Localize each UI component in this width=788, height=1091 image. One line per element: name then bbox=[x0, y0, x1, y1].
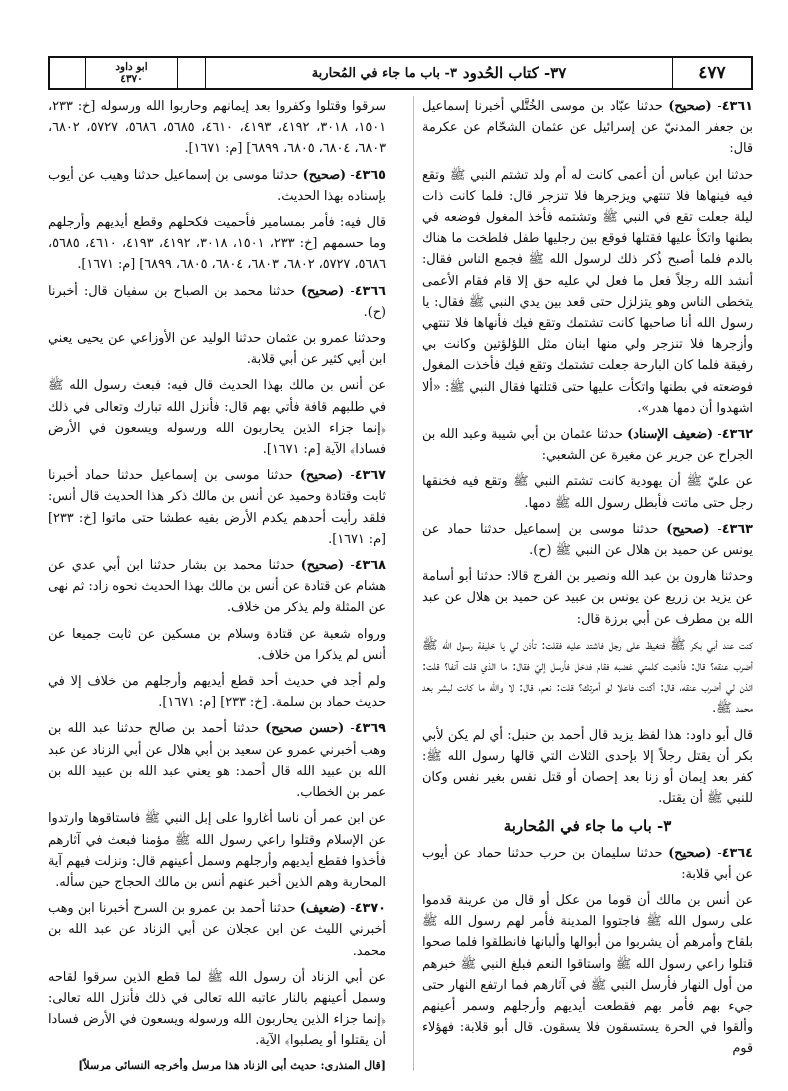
right-column-hadith-list-2 bbox=[422, 843, 753, 1060]
hadith-text: وحدثنا عمرو بن عثمان حدثنا الوليد عن الأوزاعي عن يحيى يعني ابن أبي كثير عن أبي قلابة. bbox=[48, 331, 386, 368]
hadith-grade: (صحيح) bbox=[299, 468, 344, 484]
hadith-grade: (صحيح) bbox=[668, 99, 712, 114]
hadith-paragraph: ٤٣٦٥- (صحيح) حدثنا موسى بن إسماعيل حدثنا وهيب عن أيوب بإسناده بهذا الحديث. bbox=[48, 167, 386, 204]
hadith-paragraph bbox=[422, 890, 753, 1060]
hadith-text: ورواه شعبة عن قتادة وسلام بن مسكين عن ثابت جميعا عن أنس لم يذكرا من خلاف. bbox=[48, 626, 386, 663]
citation-book: ابو داود bbox=[115, 61, 148, 73]
right-column-hadith-list bbox=[422, 96, 753, 810]
hadith-paragraph: ٤٣٦٣- (صحيح) حدثنا موسى بن إسماعيل حدثنا حماد عن يونس عن حميد بن هلال عن النبي ﷺ (ح). bbox=[422, 521, 753, 559]
hadith-paragraph bbox=[48, 96, 386, 160]
book-title: ٣٧- كتاب الحُدود bbox=[462, 64, 567, 82]
hadith-text: حدثنا موسى بن إسماعيل حدثنا وهيب عن أيوب بإسناده بهذا الحديث. bbox=[48, 167, 386, 204]
hadith-paragraph bbox=[422, 635, 753, 720]
hadith-text: عن ابن عمر أن ناسا أغاروا على إبل النبي ﷺ فاستاقوها وارتدوا عن الإسلام وقتلوا راعي رسول الله ﷺ مؤمنا فبعث في آثارهم فأخذوا فقطع أيديهم وأرجلهم وسمل أعينهم قال: ونزلت فيهم آية المحاربة وهم الذين أخبر عنهم أنس بن مالك الحجاج حين سأله. bbox=[48, 811, 386, 890]
hadith-paragraph bbox=[422, 725, 753, 810]
hadith-text: وحدثنا هارون بن عبد الله ونصير بن الفرج قالا: حدثنا أبو أسامة عن يزيد بن زريع عن يونس بن عبيد عن حميد بن هلال عن عبد الله بن مطرف عن أبي برزة قال: bbox=[422, 569, 753, 627]
hadith-text: حدثنا موسى بن إسماعيل حدثنا حماد عن يونس عن حميد بن هلال عن النبي ﷺ (ح). bbox=[422, 521, 753, 559]
right-column bbox=[413, 96, 753, 1071]
hadith-grade: (حسن صحيح) bbox=[265, 721, 345, 737]
hadith-paragraph bbox=[422, 471, 753, 513]
header-blank-cell bbox=[50, 58, 86, 88]
header-title bbox=[206, 58, 673, 88]
hadith-number: ٤٣٦١ bbox=[721, 99, 753, 114]
hadith-number: ٤٣٦٦ bbox=[354, 283, 386, 299]
page-number: ٤٧٧ bbox=[698, 63, 726, 83]
hadith-text: قال أبو داود: هذا لفظ يزيد قال أحمد بن حنبل: أي لم يكن لأبي بكر أن يقتل رجلاً إلا بإحدى الثلاث التي قالها رسول الله ﷺ: كفر بعد إيمان أو زنا بعد إحصان أو قتل نفس بغير نفس وكان للنبي ﷺ أن يقتل. bbox=[422, 727, 753, 807]
hadith-paragraph: ٤٣٦٧- (صحيح) حدثنا موسى بن إسماعيل حدثنا حماد أخبرنا ثابت وقتادة وحميد عن أنس بن مالك ذكر هذا الحديث قال أنس: فلقد رأيت أحدهم يكدم الأرض بفيه عطشا حتى ماتوا [خ: ٢٣٣] [م: ١٦٧١]. bbox=[48, 468, 386, 547]
hadith-number: ٤٣٦٣ bbox=[721, 521, 753, 537]
hadith-paragraph bbox=[48, 671, 386, 713]
hadith-text: حدثنا عثمان بن أبي شيبة وعبد الله بن الجراح عن جرير عن مغيرة عن الشعبي: bbox=[422, 427, 753, 464]
hadith-paragraph: ٤٣٦٨- (صحيح) حدثنا محمد بن بشار حدثنا ابن أبي عدي عن هشام عن قتادة عن أنس بن مالك بهذا الحديث نحوه زاد: ثم نهى عن المثلة ولم يذكر من خلاف. bbox=[48, 558, 386, 616]
hadith-number: ٤٣٦٥ bbox=[354, 167, 386, 183]
hadith-paragraph: ٤٣٧٠- (ضعيف) حدثنا أحمد بن عمرو بن السرح أخبرنا ابن وهب أخبرني الليث عن ابن عجلان عن أبي الزناد عن عبد الله بن محمد. bbox=[48, 901, 386, 959]
hadith-paragraph: ٤٣٦٢- (ضعيف الإسناد) حدثنا عثمان بن أبي شيبة وعبد الله بن الجراح عن جرير عن مغيرة عن الشعبي: bbox=[422, 427, 753, 464]
hadith-text: عن عليّ ﷺ أن يهودية كانت تشتم النبي ﷺ وتقع فيه فخنقها رجل حتى ماتت فأبطل رسول الله ﷺ دمها. bbox=[422, 474, 753, 511]
hadith-paragraph bbox=[48, 328, 386, 370]
chapter-title: ٣- باب ما جاء في المُحاربة bbox=[311, 65, 457, 81]
hadith-grade: (صحيح) bbox=[668, 845, 712, 861]
hadith-text: حدثنا أحمد بن صالح حدثنا عبد الله بن وهب أخبرني عمرو عن سعيد بن أبي هلال عن أبي الزناد عن عبد الله بن عبيد الله قال أحمد: هو يعني عبد الله بن عبيد الله بن عمر بن الخطاب. bbox=[48, 721, 386, 801]
header-spacer-cell bbox=[178, 58, 206, 88]
citation-number: ٤٣٧٠ bbox=[120, 73, 143, 85]
hadith-text: ولم أجد في حديث أحد قطع أيديهم وأرجلهم من خلاف إلا في حديث حماد بن سلمة. [خ: ٢٣٣] [م: ١٦٧١]. bbox=[48, 674, 386, 711]
left-column-hadith-list bbox=[48, 96, 386, 1052]
hadith-grade: (صحيح) bbox=[302, 167, 346, 183]
hadith-text: سرقوا وقتلوا وكفروا بعد إيمانهم وحاربوا الله ورسوله [خ: ٢٣٣، ١٥٠١، ٣٠١٨، ٤١٩٢، ٤١٩٣، ٤٦١٠، ٥٦٨٥، ٥٦٨٦، ٥٧٢٧، ٦٨٠٢، ٦٨٠٣، ٦٨٠٤، ٦٨٠٥، ٦٨٩٩] [م: ١٦٧١]. bbox=[48, 99, 387, 157]
hadith-text: حدثنا أحمد بن عمرو بن السرح أخبرنا ابن وهب أخبرني الليث عن ابن عجلان عن أبي الزناد عن عبد الله بن محمد. bbox=[48, 901, 386, 959]
left-column bbox=[48, 96, 388, 1071]
hadith-number: ٤٣٦٩ bbox=[354, 721, 386, 737]
hadith-number: ٤٣٧٠ bbox=[354, 901, 386, 917]
hadith-text: عن أنس بن مالك أن قوما من عكل أو قال من عرينة قدموا على رسول الله ﷺ فاجتووا المدينة فأمر لهم رسول الله ﷺ بلقاح وأمرهم أن يشربوا من أبوالها وألبانها فانطلقوا فلما صحوا قتلوا راعي رسول الله ﷺ واستاقوا النعم فبلغ النبي ﷺ خبرهم من أول النهار فأرسل النبي ﷺ في آثارهم فما ارتفع النهار حتى جيء بهم فأمر بهم فقطعت أيديهم وأرجلهم وسمر أعينهم وألقوا في الحرة يستسقون فلا يسقون. قال أبو قلابة: فهؤلاء قوم bbox=[422, 892, 753, 1057]
hadith-text: حدثنا ابن عباس أن أعمى كانت له أم ولد تشتم النبي ﷺ وتقع فيه فينهاها فلا تنتهي ويزجرها فلا تنزجر قال: فلما كانت ذات ليلة جعلت تقع في النبي ﷺ وتشتمه فأخذ المغول فوضعه في بطنها واتكأ عليها فقتلها فوقع بين رجليها طفل فلطخت ما هناك بالدم فلما أصبح ذُكر ذلك لرسول الله ﷺ فجمع الناس فقال: أنشد الله رجلاً فعل ما فعل لي عليه حق إلا قام فقام الأعمى يتخطى الناس وهو يتزلزل حتى قعد بين يدي النبي ﷺ فقال: يا رسول الله أنا صاحبها كانت تشتمك وتقع فيك فأنهاها فلا تنتهي وأزجرها فلا تنزجر ولي منها ابنان مثل اللؤلؤتين وكانت بي رفيقة فلما كان البارحة جعلت تشتمك وتقع فيك فأخذت المغول فوضعته في بطنها واتكأت عليها حتى قتلتها فقال النبي ﷺ: «ألا اشهدوا أن دمها هدر». bbox=[422, 167, 753, 416]
hadith-text: حدثنا محمد بن بشار حدثنا ابن أبي عدي عن هشام عن قتادة عن أنس بن مالك بهذا الحديث نحوه زاد: ثم نهى عن المثلة ولم يذكر من خلاف. bbox=[48, 558, 386, 616]
hadith-grade: (ضعيف) bbox=[299, 901, 347, 917]
hadith-text: عن أبي الزناد أن رسول الله ﷺ لما قطع الذين سرقوا لقاحه وسمل أعينهم بالنار عاتبه الله تعالى في ذلك فأنزل الله تعالى: ﴿إنما جزاء الذين يحاربون الله ورسوله ويسعون في الأرض فسادا أن يقتلوا أو يصلبوا﴾ الآية. bbox=[48, 969, 386, 1049]
hadith-paragraph bbox=[48, 624, 386, 666]
citation-box bbox=[86, 58, 178, 88]
hadith-paragraph bbox=[422, 165, 753, 419]
hadith-paragraph bbox=[48, 212, 386, 276]
page-header bbox=[48, 56, 753, 90]
text-columns bbox=[48, 96, 753, 1071]
chapter-heading: ٣- باب ما جاء في المُحاربة bbox=[503, 816, 672, 835]
hadith-paragraph bbox=[48, 375, 386, 460]
hadith-paragraph: ٤٣٦٤- (صحيح) حدثنا سليمان بن حرب حدثنا حماد عن أيوب عن أبي قلابة: bbox=[422, 845, 753, 882]
hadith-grade: (ضعيف الإسناد) bbox=[627, 427, 714, 443]
hadith-grade: (صحيح) bbox=[300, 558, 345, 574]
hadith-text: حدثنا محمد بن الصباح بن سفيان قال: أخبرنا (ح). bbox=[48, 283, 386, 320]
hadith-paragraph bbox=[422, 566, 753, 630]
hadith-paragraph bbox=[48, 808, 386, 893]
footnote: [قال المنذري: حديث أبي الزناد هذا مرسل وأخرجه النسائي مرسلاً] bbox=[78, 1058, 386, 1071]
hadith-number: ٤٣٦٧ bbox=[354, 468, 386, 484]
hadith-paragraph: ٤٣٦٩- (حسن صحيح) حدثنا أحمد بن صالح حدثنا عبد الله بن وهب أخبرني عمرو عن سعيد بن أبي هلال عن أبي الزناد عن عبد الله بن عبيد الله قال أحمد: هو يعني عبد الله بن عبيد الله بن عمر بن الخطاب. bbox=[48, 721, 386, 801]
hadith-text: كنت عند أبي بكر ﷺ فتغيظ على رجل فاشتد عليه فقلت: تأذن لي يا خليفة رسول الله ﷺ أضرب عنقه؟ قال: فأذهبت كلمتي غضبه فقام فدخل فأرسل إليّ فقال: ما الذي قلت آنفا؟ قلت: ائذن لي أضرب عنقه، قال: أكنت فاعلا لو أمرتك؟ قلت: نعم، قال: لا والله ما كانت لبشر بعد محمد ﷺ. bbox=[422, 637, 753, 717]
hadith-text: قال فيه: فأمر بمسامير فأحميت فكحلهم وقطع أيديهم وأرجلهم وما حسمهم [خ: ٢٣٣، ١٥٠١، ٣٠١٨، ٤١٩٢، ٤١٩٣، ٤٦١٠، ٥٦٨٥، ٥٦٨٦، ٥٧٢٧، ٦٨٠٢، ٦٨٠٣، ٦٨٠٤، ٦٨٠٥، ٦٨٩٩] [م: ١٦٧١]. bbox=[48, 215, 387, 273]
hadith-paragraph bbox=[48, 967, 386, 1052]
hadith-grade: (صحيح) bbox=[300, 283, 345, 299]
hadith-paragraph: ٤٣٦١- (صحيح) حدثنا عبّاد بن موسى الخُتَّلي أخبرنا إسماعيل بن جعفر المدنيّ عن إسرائيل عن عثمان الشحّام عن عكرمة قال: bbox=[422, 99, 753, 157]
hadith-grade: (صحيح) bbox=[666, 521, 710, 537]
hadith-number: ٤٣٦٢ bbox=[721, 427, 753, 443]
hadith-number: ٤٣٦٨ bbox=[354, 558, 386, 574]
hadith-text: عن أنس بن مالك بهذا الحديث قال فيه: فبعث رسول الله ﷺ في طلبهم قافة فأتي بهم قال: فأنزل الله تبارك وتعالى في ذلك ﴿إنما جزاء الذين يحاربون الله ورسوله ويسعون في الأرض فسادا﴾ الآية [م: ١٦٧١]. bbox=[48, 378, 386, 458]
hadith-paragraph: ٤٣٦٦- (صحيح) حدثنا محمد بن الصباح بن سفيان قال: أخبرنا (ح). bbox=[48, 283, 386, 320]
hadith-number: ٤٣٦٤ bbox=[721, 845, 753, 861]
hadith-text: حدثنا موسى بن إسماعيل حدثنا حماد أخبرنا ثابت وقتادة وحميد عن أنس بن مالك ذكر هذا الحديث قال أنس: فلقد رأيت أحدهم يكدم الأرض بفيه عطشا حتى ماتوا [خ: ٢٣٣] [م: ١٦٧١]. bbox=[48, 468, 386, 547]
hadith-text: حدثنا سليمان بن حرب حدثنا حماد عن أيوب عن أبي قلابة: bbox=[422, 845, 753, 882]
hadith-text: حدثنا عبّاد بن موسى الخُتَّلي أخبرنا إسماعيل بن جعفر المدنيّ عن إسرائيل عن عثمان الشحّام عن عكرمة قال: bbox=[422, 99, 753, 157]
